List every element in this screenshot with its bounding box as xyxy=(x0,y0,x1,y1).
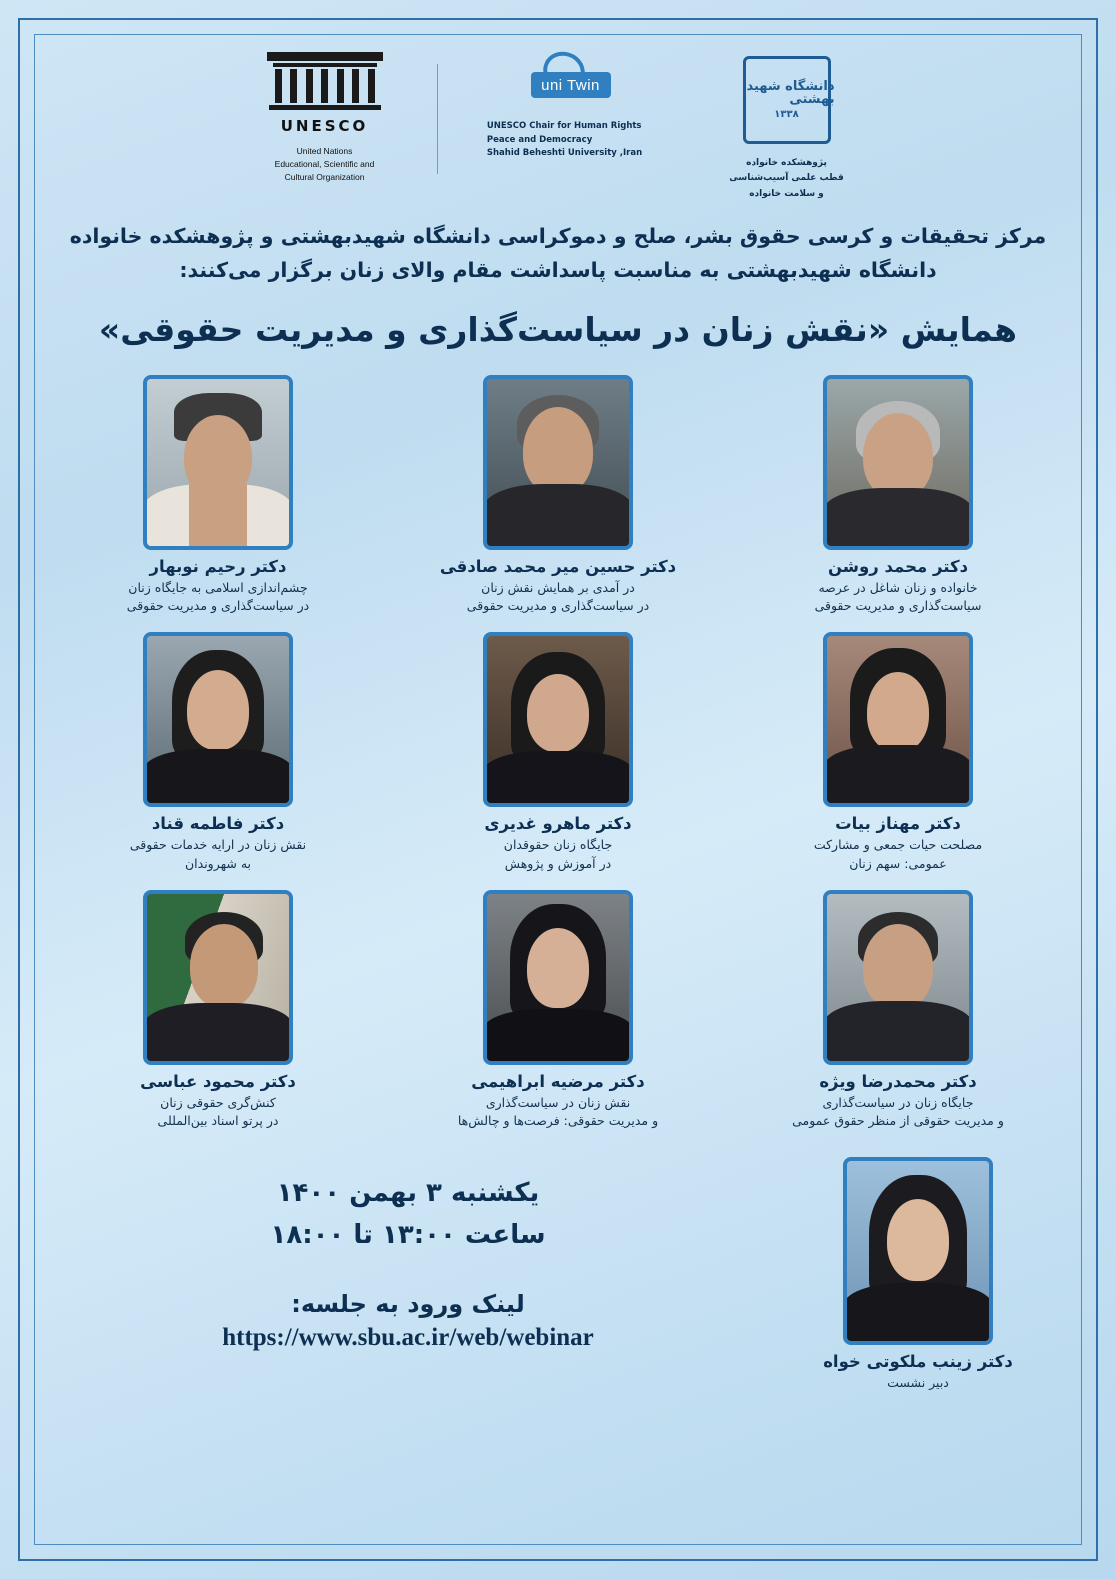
speaker-topic xyxy=(73,1094,363,1132)
speaker-topic-line: به شهروندان xyxy=(184,855,251,871)
intro-line-1: مرکز تحقیقات و کرسی حقوق بشر، صلح و دموکراسی دانشگاه شهیدبهشتی و پژوهشکده خانواده xyxy=(69,223,1047,248)
shahid-beheshti-university-logo-icon xyxy=(739,52,835,148)
intro-line-2: دانشگاه شهیدبهشتی به مناسبت پاسداشت مقام والای زنان برگزار می‌کنند: xyxy=(179,257,937,282)
speaker-topic-line: در آموزش و پژوهش xyxy=(504,855,612,871)
speaker-topic-line: مصلحت حیات جمعی و مشارکت xyxy=(813,837,983,853)
speaker-photo xyxy=(823,375,973,550)
event-date: یکشنبه ۳ بهمن ۱۴۰۰ xyxy=(276,1178,540,1209)
sbu-subtitle-line-2: قطب علمی آسیب‌شناسی xyxy=(729,173,844,184)
speaker-topic-line: در سیاست‌گذاری و مدیریت حقوقی xyxy=(126,598,310,614)
speaker-photo xyxy=(823,890,973,1065)
speaker-card xyxy=(413,375,703,617)
unitwin-logo-block xyxy=(460,52,670,161)
speaker-name: دکتر محمود عباسی xyxy=(140,1071,296,1091)
speaker-topic xyxy=(73,579,363,617)
speaker-card xyxy=(73,890,363,1132)
speaker-topic xyxy=(753,579,1043,617)
intro-text xyxy=(48,220,1068,288)
link-label: لینک ورود به جلسه: xyxy=(291,1290,525,1319)
unitwin-subtitle xyxy=(487,120,642,161)
sbu-subtitle xyxy=(729,156,843,202)
speaker-name: دکتر مهناز بیات xyxy=(835,814,961,834)
unitwin-line-2: Peace and Democracy xyxy=(486,134,593,145)
speaker-card xyxy=(413,890,703,1132)
speaker-topic-line: جایگاه زنان در سیاست‌گذاری xyxy=(822,1094,974,1110)
secretary-photo xyxy=(843,1157,993,1345)
speaker-card xyxy=(753,890,1043,1132)
speaker-name: دکتر محمد روشن xyxy=(827,556,969,576)
speaker-card xyxy=(413,632,703,874)
speaker-topic xyxy=(413,836,703,874)
unitwin-logo-icon xyxy=(517,52,613,108)
speaker-topic xyxy=(753,836,1043,874)
speaker-photo xyxy=(143,632,293,807)
logo-divider xyxy=(437,64,438,174)
webinar-link[interactable]: https://www.sbu.ac.ir/web/webinar xyxy=(222,1324,594,1352)
secretary-name: دکتر زینب ملکوتی خواه xyxy=(823,1352,1013,1372)
speaker-name: دکتر رحیم نوبهار xyxy=(149,556,287,576)
unesco-subtitle xyxy=(275,145,375,183)
secretary-role: دبیر نشست xyxy=(887,1375,949,1391)
unitwin-wordmark: uni Twin xyxy=(531,72,611,98)
speaker-name: دکتر مرضیه ابراهیمی xyxy=(471,1071,645,1091)
sbu-logo-year: ۱۳۳۸ xyxy=(774,109,799,120)
speaker-topic-line: عمومی: سهم زنان xyxy=(849,855,947,871)
speakers-grid xyxy=(48,375,1068,1132)
speaker-topic-line: نقش زنان در سیاست‌گذاری xyxy=(485,1094,631,1110)
speaker-photo xyxy=(483,375,633,550)
speaker-name: دکتر محمدرضا ویژه xyxy=(819,1071,977,1091)
speaker-topic xyxy=(753,1094,1043,1132)
logo-row xyxy=(48,44,1068,202)
sbu-subtitle-line-3: و سلامت خانواده xyxy=(749,188,824,199)
speaker-photo xyxy=(143,375,293,550)
speaker-topic-line: و مدیریت حقوقی: فرصت‌ها و چالش‌ها xyxy=(457,1113,659,1129)
sbu-logo-block xyxy=(692,52,882,202)
speaker-card xyxy=(753,375,1043,617)
speaker-topic-line: خانواده و زنان شاغل در عرصه xyxy=(818,579,978,595)
speaker-topic-line: در سیاست‌گذاری و مدیریت حقوقی xyxy=(466,598,650,614)
unesco-wordmark: UNESCO xyxy=(280,117,369,135)
event-details xyxy=(48,1157,768,1352)
speaker-topic-line: در پرتو اسناد بین‌المللی xyxy=(157,1113,279,1129)
speaker-card xyxy=(73,375,363,617)
speaker-topic xyxy=(413,1094,703,1132)
sbu-subtitle-line-1: پژوهشکده خانواده xyxy=(746,158,827,168)
unesco-line-3: Cultural Organization xyxy=(284,171,365,182)
speaker-topic-line: سیاست‌گذاری و مدیریت حقوقی xyxy=(814,598,982,614)
speaker-topic-line: و مدیریت حقوقی از منظر حقوق عمومی xyxy=(792,1113,1004,1129)
speaker-topic-line: جایگاه زنان حقوقدان xyxy=(503,837,613,853)
speaker-topic xyxy=(413,579,703,617)
speaker-name: دکتر ماهرو غدیری xyxy=(484,814,632,834)
event-time: ساعت ۱۳:۰۰ تا ۱۸:۰۰ xyxy=(270,1219,546,1250)
unesco-temple-icon xyxy=(267,52,383,114)
speaker-photo xyxy=(823,632,973,807)
sbu-logo-text: دانشگاه شهید بهشتی xyxy=(746,79,835,107)
speaker-topic-line: نقش زنان در ارایه خدمات حقوقی xyxy=(129,837,307,853)
poster-content xyxy=(48,44,1068,1535)
speaker-name: دکتر حسین میر محمد صادقی xyxy=(439,556,677,576)
speaker-topic-line: چشم‌اندازی اسلامی به جایگاه زنان xyxy=(128,579,308,595)
unesco-logo-block xyxy=(235,52,415,183)
secretary-card xyxy=(768,1157,1068,1390)
page-title: همایش «نقش زنان در سیاست‌گذاری و مدیریت حقوقی» xyxy=(98,309,1018,349)
speaker-topic-line: در آمدی بر همایش نقش زنان xyxy=(481,579,635,595)
speaker-card xyxy=(753,632,1043,874)
speaker-topic-line: کنش‌گری حقوقی زنان xyxy=(160,1094,276,1110)
speaker-photo xyxy=(483,890,633,1065)
speaker-photo xyxy=(483,632,633,807)
speaker-topic xyxy=(73,836,363,874)
speaker-name: دکتر فاطمه قناد xyxy=(151,814,285,834)
unitwin-line-1: UNESCO Chair for Human Rights xyxy=(486,121,642,131)
speaker-card xyxy=(73,632,363,874)
unitwin-line-3: Shahid Beheshti University ,Iran xyxy=(486,148,643,159)
speaker-photo xyxy=(143,890,293,1065)
footer xyxy=(48,1157,1068,1390)
unesco-line-1: United Nations xyxy=(296,146,353,156)
unesco-line-2: Educational, Scientific and xyxy=(274,158,375,169)
